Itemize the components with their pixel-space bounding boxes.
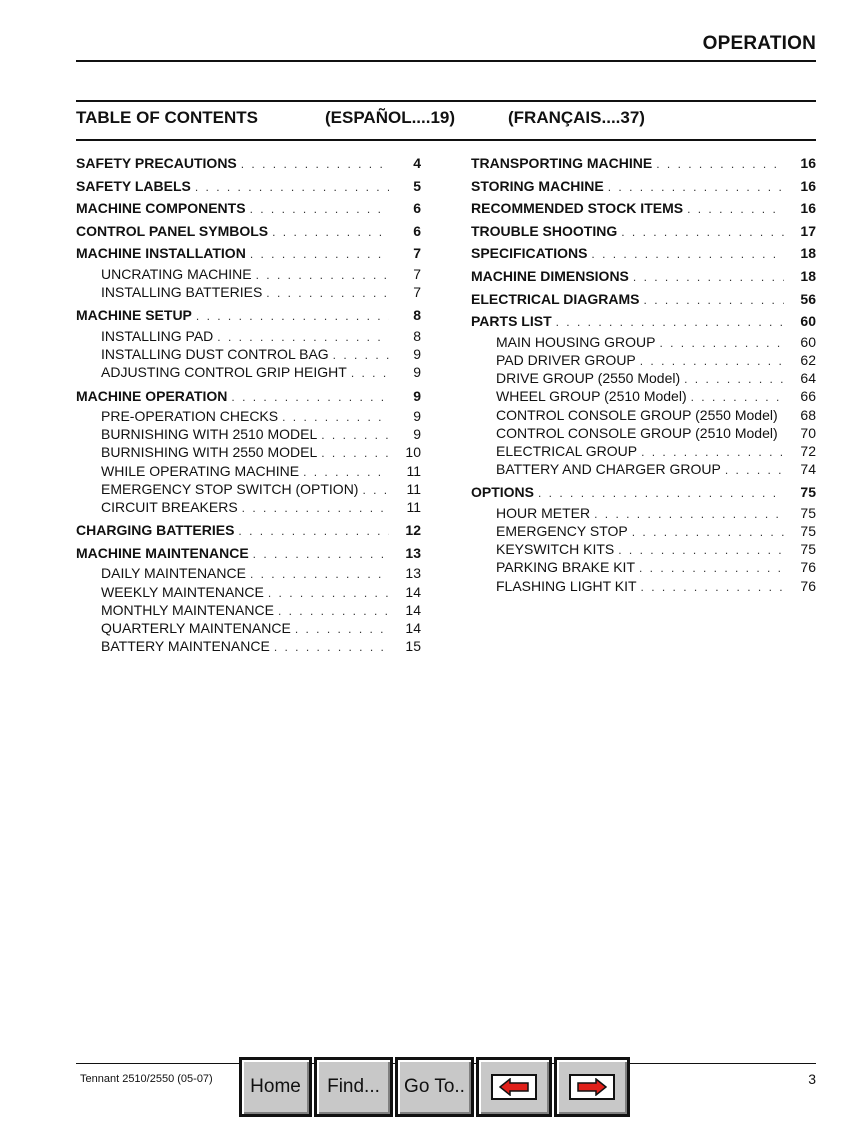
toc-entry-page: 13	[405, 544, 421, 561]
toc-leader-dots	[303, 463, 389, 480]
toc-entry-label: ELECTRICAL GROUP	[496, 442, 638, 459]
toc-entry[interactable]	[471, 288, 816, 311]
toc-entry-page: 60	[800, 333, 816, 350]
toc-entry-page: 18	[800, 245, 816, 262]
toc-left-column	[76, 152, 421, 655]
toc-entry-page: 76	[800, 559, 816, 576]
toc-entry[interactable]	[471, 504, 816, 522]
toc-entry[interactable]	[471, 265, 816, 288]
toc-entry[interactable]	[76, 152, 421, 175]
toc-leader-dots	[274, 638, 389, 655]
toc-entry-label: INSTALLING BATTERIES	[101, 284, 263, 301]
toc-leader-dots	[640, 352, 784, 369]
toc-entry[interactable]	[76, 601, 421, 619]
toc-title: TABLE OF CONTENTS	[76, 108, 258, 127]
left-arrow-svg	[499, 1078, 529, 1096]
toc-entry[interactable]	[471, 424, 816, 442]
toc-entry-page: 15	[405, 638, 421, 655]
toc-leader-dots	[656, 153, 784, 175]
toc-leader-dots	[253, 543, 389, 565]
toc-entry-page: 56	[800, 290, 816, 307]
toc-entry-label: HOUR METER	[496, 504, 591, 521]
toc-entry-page: 75	[800, 523, 816, 540]
toc-leader-dots	[282, 408, 389, 425]
toc-entry-label: WHEEL GROUP (2510 Model)	[496, 388, 687, 405]
toc-entry-label: MAIN HOUSING GROUP	[496, 333, 656, 350]
toc-entry-label: MACHINE SETUP	[76, 307, 192, 324]
toc-entry-page: 12	[405, 522, 421, 539]
toc-entry-label: TRANSPORTING MACHINE	[471, 155, 653, 171]
toc-entry-page: 76	[800, 577, 816, 594]
toc-entry-label: MACHINE COMPONENTS	[76, 200, 246, 217]
toc-entry-page: 60	[800, 313, 816, 330]
toc-leader-dots	[238, 520, 389, 542]
toc-entry-label: DAILY MAINTENANCE	[101, 565, 246, 582]
toc-entry-label: BATTERY AND CHARGER GROUP	[496, 461, 721, 478]
toc-entry[interactable]	[76, 304, 421, 327]
toc-entry-label: EMERGENCY STOP SWITCH (OPTION)	[101, 480, 359, 497]
toc-entry-label: OPTIONS	[471, 484, 535, 501]
toc-entry-page: 9	[413, 408, 421, 425]
toc-leader-dots	[641, 443, 784, 460]
toc-entry[interactable]	[471, 442, 816, 460]
toc-entry[interactable]	[76, 425, 421, 443]
goto-button[interactable]: Go To..	[395, 1057, 474, 1117]
right-arrow-icon	[569, 1074, 615, 1100]
toc-entry[interactable]	[471, 220, 816, 243]
toc-entry-page: 75	[800, 504, 816, 521]
toc-entry-page: 64	[800, 370, 816, 387]
toc-entry-page: 6	[413, 200, 421, 217]
toc-entry-page: 16	[800, 200, 816, 217]
toc-entry[interactable]	[76, 197, 421, 220]
home-button[interactable]: Home	[239, 1057, 312, 1117]
toc-entry-page: 62	[800, 351, 816, 368]
toc-entry-label: SAFETY LABELS	[76, 177, 191, 194]
toc-leader-dots	[639, 559, 784, 576]
toc-entry-page: 8	[413, 307, 421, 324]
toc-entry-label: CHARGING BATTERIES	[76, 522, 235, 539]
toc-leader-dots	[321, 444, 389, 461]
toc-entry-label: EMERGENCY STOP	[496, 523, 628, 540]
toc-spanish-link[interactable]: (ESPAÑOL....19)	[325, 108, 456, 127]
toc-leader-dots	[632, 523, 784, 540]
toc-entry[interactable]	[76, 385, 421, 408]
toc-entry-page: 14	[405, 619, 421, 636]
toc-entry-label: CONTROL CONSOLE GROUP (2510 Model)	[496, 424, 778, 441]
toc-leader-dots	[295, 620, 389, 637]
toc-entry-page: 7	[413, 245, 421, 262]
previous-page-button[interactable]	[476, 1057, 552, 1117]
toc-entry[interactable]	[76, 462, 421, 480]
toc-leader-dots	[241, 153, 389, 175]
toc-entry[interactable]	[471, 242, 816, 265]
toc-entry[interactable]	[76, 220, 421, 243]
toc-entry[interactable]	[76, 519, 421, 542]
toc-rule-top	[76, 100, 816, 102]
toc-entry-label: BURNISHING WITH 2550 MODEL	[101, 444, 318, 461]
toc-entry-page: 6	[413, 222, 421, 239]
toc-entry-label: SAFETY PRECAUTIONS	[76, 155, 237, 171]
toc-leader-dots	[217, 328, 389, 345]
toc-entry-page: 17	[800, 222, 816, 239]
toc-entry-page: 74	[800, 461, 816, 478]
toc-entry-page: 11	[406, 462, 421, 479]
toc-leader-dots	[594, 505, 784, 522]
toc-entry[interactable]	[76, 637, 421, 655]
toc-leader-dots	[633, 266, 784, 288]
toc-entry[interactable]	[471, 197, 816, 220]
toc-leader-dots	[268, 584, 389, 601]
toc-entry-page: 13	[405, 565, 421, 582]
toc-entry-label: FLASHING LIGHT KIT	[496, 577, 637, 594]
toc-entry-page: 75	[800, 484, 816, 501]
toc-entry-page: 70	[800, 424, 816, 441]
find-button[interactable]: Find...	[314, 1057, 393, 1117]
next-page-button[interactable]	[554, 1057, 630, 1117]
toc-leader-dots	[196, 305, 389, 327]
toc-entry-page: 14	[405, 583, 421, 600]
toc-entry[interactable]	[471, 460, 816, 478]
toc-entry-label: CIRCUIT BREAKERS	[101, 499, 238, 516]
toc-entry-label: WEEKLY MAINTENANCE	[101, 583, 264, 600]
toc-entry-page: 9	[413, 426, 421, 443]
toc-entry-label: STORING MACHINE	[471, 177, 604, 194]
toc-leader-dots	[195, 176, 389, 198]
toc-entry[interactable]	[471, 351, 816, 369]
toc-leader-dots	[725, 461, 784, 478]
toc-leader-dots	[231, 386, 389, 408]
toc-leader-dots	[538, 482, 784, 504]
toc-entry-label: CONTROL CONSOLE GROUP (2550 Model)	[496, 406, 778, 423]
toc-right-column	[471, 152, 816, 595]
toc-entry-page: 5	[413, 177, 421, 194]
toc-leader-dots	[618, 541, 784, 558]
toc-entry-page: 7	[413, 265, 421, 282]
toc-leader-dots	[556, 311, 784, 333]
toc-entry-label: MONTHLY MAINTENANCE	[101, 601, 274, 618]
toc-entry-page: 72	[800, 442, 816, 459]
toc-entry-label: QUARTERLY MAINTENANCE	[101, 619, 291, 636]
toc-entry-label: WHILE OPERATING MACHINE	[101, 462, 300, 479]
toc-entry[interactable]	[76, 363, 421, 381]
toc-entry-label: MACHINE DIMENSIONS	[471, 267, 629, 284]
toc-entry[interactable]	[76, 443, 421, 461]
toc-entry[interactable]	[76, 327, 421, 345]
toc-entry-page: 8	[413, 327, 421, 344]
toc-entry-label: RECOMMENDED STOCK ITEMS	[471, 200, 684, 217]
toc-entry-page: 9	[413, 346, 421, 363]
toc-entry-page: 75	[800, 541, 816, 558]
footer-page-number: 3	[808, 1071, 816, 1087]
toc-entry[interactable]	[76, 542, 421, 565]
toc-entry-page: 11	[406, 480, 421, 497]
toc-entry[interactable]	[76, 242, 421, 265]
toc-entry[interactable]	[76, 564, 421, 582]
toc-entry-page: 7	[413, 284, 421, 301]
toc-entry-label: BATTERY MAINTENANCE	[101, 638, 270, 655]
toc-entry[interactable]	[471, 387, 816, 405]
toc-leader-dots	[362, 481, 389, 498]
toc-leader-dots	[644, 289, 784, 311]
toc-entry[interactable]	[471, 152, 816, 175]
toc-entry-label: KEYSWITCH KITS	[496, 541, 615, 558]
toc-entry-label: CONTROL PANEL SYMBOLS	[76, 222, 269, 239]
toc-entry-label: SPECIFICATIONS	[471, 245, 588, 262]
toc-entry[interactable]	[76, 619, 421, 637]
toc-entry[interactable]	[471, 369, 816, 387]
toc-entry-page: 16	[800, 155, 816, 171]
toc-leader-dots	[250, 198, 389, 220]
toc-entry-label: BURNISHING WITH 2510 MODEL	[101, 426, 318, 443]
toc-entry-label: TROUBLE SHOOTING	[471, 222, 618, 239]
toc-entry-label: MACHINE OPERATION	[76, 387, 228, 404]
toc-entry[interactable]	[76, 583, 421, 601]
left-arrow-icon	[491, 1074, 537, 1100]
toc-entry-label: PARKING BRAKE KIT	[496, 559, 635, 576]
toc-entry-page: 68	[800, 406, 816, 423]
toc-entry-page: 16	[800, 177, 816, 194]
toc-entry[interactable]	[76, 283, 421, 301]
toc-entry-label: PAD DRIVER GROUP	[496, 351, 636, 368]
toc-leader-dots	[278, 602, 389, 619]
toc-entry-page: 14	[405, 601, 421, 618]
toc-leader-dots	[621, 221, 784, 243]
toc-leader-dots	[684, 370, 784, 387]
toc-entry-page: 11	[406, 499, 421, 516]
toc-entry[interactable]	[471, 175, 816, 198]
toc-leader-dots	[321, 426, 389, 443]
toc-entry-page: 66	[800, 388, 816, 405]
toc-entry-label: INSTALLING DUST CONTROL BAG	[101, 346, 329, 363]
toc-leader-dots	[351, 364, 389, 381]
toc-entry[interactable]	[76, 498, 421, 516]
toc-entry[interactable]	[76, 407, 421, 425]
header-rule	[76, 60, 816, 62]
toc-entry[interactable]	[471, 540, 816, 558]
toc-entry-label: ADJUSTING CONTROL GRIP HEIGHT	[101, 364, 347, 381]
toc-leader-dots	[687, 198, 784, 220]
toc-entry-label: PARTS LIST	[471, 313, 552, 330]
toc-entry-label: DRIVE GROUP (2550 Model)	[496, 370, 681, 387]
toc-leader-dots	[659, 334, 784, 351]
toc-entry[interactable]	[471, 333, 816, 351]
toc-entry[interactable]	[76, 265, 421, 283]
footer-doc-id: Tennant 2510/2550 (05-07)	[80, 1073, 213, 1085]
toc-entry[interactable]	[471, 406, 816, 424]
toc-entry[interactable]	[471, 558, 816, 576]
toc-entry[interactable]	[471, 481, 816, 504]
toc-leader-dots	[608, 176, 784, 198]
toc-entry-label: MACHINE INSTALLATION	[76, 245, 246, 262]
toc-entry-page: 18	[800, 267, 816, 284]
toc-leader-dots	[272, 221, 389, 243]
toc-french-link[interactable]: (FRANÇAIS....37)	[508, 108, 645, 127]
toc-entry-label: UNCRATING MACHINE	[101, 265, 252, 282]
toc-entry[interactable]	[76, 175, 421, 198]
toc-leader-dots	[691, 388, 784, 405]
toc-entry-page: 9	[413, 364, 421, 381]
nav-toolbar	[239, 1057, 632, 1122]
toc-leader-dots	[641, 578, 784, 595]
toc-leader-dots	[266, 284, 389, 301]
toc-entry-label: PRE-OPERATION CHECKS	[101, 408, 279, 425]
toc-entry[interactable]	[76, 480, 421, 498]
toc-leader-dots	[333, 346, 389, 363]
toc-entry[interactable]	[471, 522, 816, 540]
right-arrow-svg	[577, 1078, 607, 1096]
toc-rule-bottom	[76, 139, 816, 141]
toc-leader-dots	[250, 243, 389, 265]
toc-leader-dots	[591, 243, 784, 265]
section-title: OPERATION	[702, 33, 816, 54]
toc-leader-dots	[242, 499, 389, 516]
toc-entry[interactable]	[471, 577, 816, 595]
toc-entry[interactable]	[471, 310, 816, 333]
toc-entry-page: 10	[405, 444, 421, 461]
toc-entry-label: MACHINE MAINTENANCE	[76, 544, 249, 561]
toc-entry-label: INSTALLING PAD	[101, 327, 214, 344]
toc-leader-dots	[250, 565, 389, 582]
toc-entry[interactable]	[76, 345, 421, 363]
toc-leader-dots	[256, 266, 389, 283]
toc-entry-page: 4	[413, 155, 421, 171]
toc-entry-page: 9	[413, 387, 421, 404]
toc-entry-label: ELECTRICAL DIAGRAMS	[471, 290, 640, 307]
